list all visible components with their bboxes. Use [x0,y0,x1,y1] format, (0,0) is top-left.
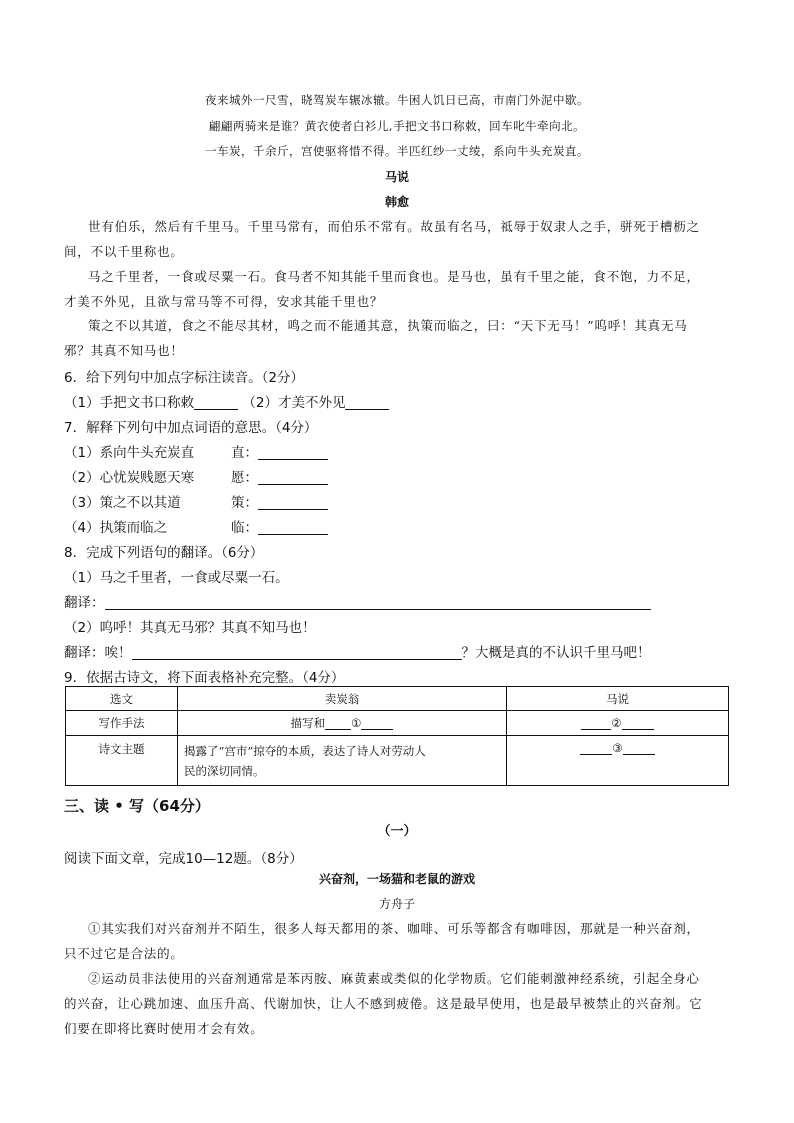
q9-header-cell: 选文 [66,687,178,711]
q7-word: 策： [231,495,258,511]
q6-stem: 6．给下列句中加点字标注读音。（2分） [64,370,304,386]
q7-word: 愿： [231,470,258,486]
q7-item-3 [64,491,328,511]
q9-cell-theme-essay [507,736,729,786]
q9-blank-marker: ② [611,716,622,730]
q9-cell-technique-poem [178,711,507,736]
essay-p1-line1: 世有伯乐，然后有千里马。千里马常有，而伯乐不常有。故虽有名马，祗辱于奴隶人之手，骈死于槽枥之 [88,219,700,234]
q6-item1: （1）手把文书口称敕 [64,395,195,411]
article-p2-line2: 的兴奋，让心跳加速、血压升高、代谢加快，让人不感到疲倦。这是最早使用，也是最早被禁止的兴奋剂。它 [64,996,703,1011]
q9-header-cell: 卖炭翁 [178,687,507,711]
q8-translate2-prefix: 翻译：唉！ [64,645,132,661]
section-instruction: 阅读下面文章，完成10—12题。（8分） [64,851,303,867]
q9-header-cell: 马说 [507,687,729,711]
q7-sentence: （3）策之不以其道 [64,495,181,511]
q9-stem: 9．依据古诗文，将下面表格补充完整。（4分） [64,670,345,686]
q8-translate2-suffix: ？大概是真的不认识千里马吧！ [461,645,651,661]
q7-item-2 [64,466,328,486]
q9-row-label: 写作手法 [66,711,178,736]
q9-table [65,686,729,786]
q9-cell-theme-poem [178,736,507,786]
q7-item-4 [64,516,328,536]
q8-translate1 [64,591,651,611]
essay-p1-line2: 间，不以千里称也。 [64,244,184,259]
article-p1-line2: 只不过它是合法的。 [64,946,184,961]
q9-theme-line1: 揭露了“宫市”掠夺的本质，表达了诗人对劳动人 [184,744,426,758]
essay-p3-line2: 邪？其真不知马也！ [64,343,184,358]
q6-answer2-blank[interactable] [345,395,389,410]
q7-answer-blank[interactable] [258,495,328,510]
essay-p2-line2: 才美不外见，且欲与常马等不可得，安求其能千里也？ [64,294,384,309]
article-p2-line1: ②运动员非法使用的兴奋剂通常是苯丙胺、麻黄素或类似的化学物质。它们能刺激神经系统，引起全身心 [88,971,700,986]
essay-p2-line1: 马之千里者，一食或尽粟一石。食马者不知其能千里而食也。是马也，虽有千里之能，食不饱，力不足， [88,269,700,284]
q8-item1: （1）马之千里者，一食或尽粟一石。 [64,570,289,586]
q6-answer1-blank[interactable] [194,395,238,410]
q9-blank[interactable] [581,717,611,730]
poem-line-2: 翩翩两骑来是谁？黄衣使者白衫儿,手把文书口称敕，回车叱牛牵向北。 [208,119,586,133]
q9-row-technique [66,711,729,736]
q8-stem: 8．完成下列语句的翻译。（6分） [64,545,264,561]
poem-line-3: 一车炭，千余斤，宫使驱将惜不得。半匹红纱一丈绫，系向牛头充炭直。 [205,144,589,158]
q9-blank-marker: ③ [612,741,623,755]
article-p2-line3: 们要在即将比赛时使用才会有效。 [64,1021,264,1036]
q9-blank[interactable] [580,742,612,755]
q6-item2: （2）才美不外见 [242,395,346,411]
q8-translate2 [64,641,651,661]
q9-row-label: 诗文主题 [66,736,178,786]
q7-sentence: （1）系向牛头充炭直 [64,445,195,461]
section-part: （一） [377,824,417,839]
q8-translate-label: 翻译： [64,595,105,611]
q8-item2: （2）呜呼！其真无马邪？其真不知马也！ [64,620,316,636]
article-p1-line1: ①其实我们对兴奋剂并不陌生，很多人每天都用的茶、咖啡、可乐等都含有咖啡因，那就是一种兴奋剂， [88,921,700,936]
q7-sentence: （4）执策而临之 [64,520,168,536]
section-title: 三、读 • 写（64分） [64,797,210,815]
article-title: 兴奋剂，一场猫和老鼠的游戏 [318,872,475,886]
q7-word: 临： [231,520,258,536]
essay-author: 韩愈 [384,195,409,209]
q9-blank[interactable] [622,717,654,730]
q9-blank[interactable] [361,717,393,730]
q9-theme-line2: 民的深切同情。 [184,764,265,778]
q9-blank[interactable] [325,717,351,730]
essay-title: 马说 [384,170,409,184]
q7-sentence: （2）心忧炭贱愿天寒 [64,470,195,486]
poem-line-1: 夜来城外一尺雪，晓驾炭车辗冰辙。牛困人饥日已高，市南门外泥中歇。 [205,93,589,107]
q9-blank[interactable] [623,742,655,755]
q7-stem: 7．解释下列句中加点词语的意思。（4分） [64,420,318,436]
q9-blank-marker: ① [351,716,362,730]
essay-p3-line1: 策之不以其道，食之不能尽其材，鸣之而不能通其意，执策而临之，曰：“天下无马！”呜呼！其真无马 [88,318,688,333]
q6-items [64,391,389,411]
q7-answer-blank[interactable] [258,445,328,460]
q7-answer-blank[interactable] [258,470,328,485]
q9-row-theme [66,736,729,786]
q8-translation1-blank[interactable] [105,595,651,610]
article-author: 方舟子 [378,897,415,911]
q7-answer-blank[interactable] [258,520,328,535]
q9-header-row [66,687,729,711]
q7-item-1 [64,441,328,461]
q8-translation2-blank[interactable] [132,645,462,660]
q9-cell-technique-essay [507,711,729,736]
q7-word: 直： [231,445,258,461]
q9-cell-prefix: 描写和 [290,716,326,730]
